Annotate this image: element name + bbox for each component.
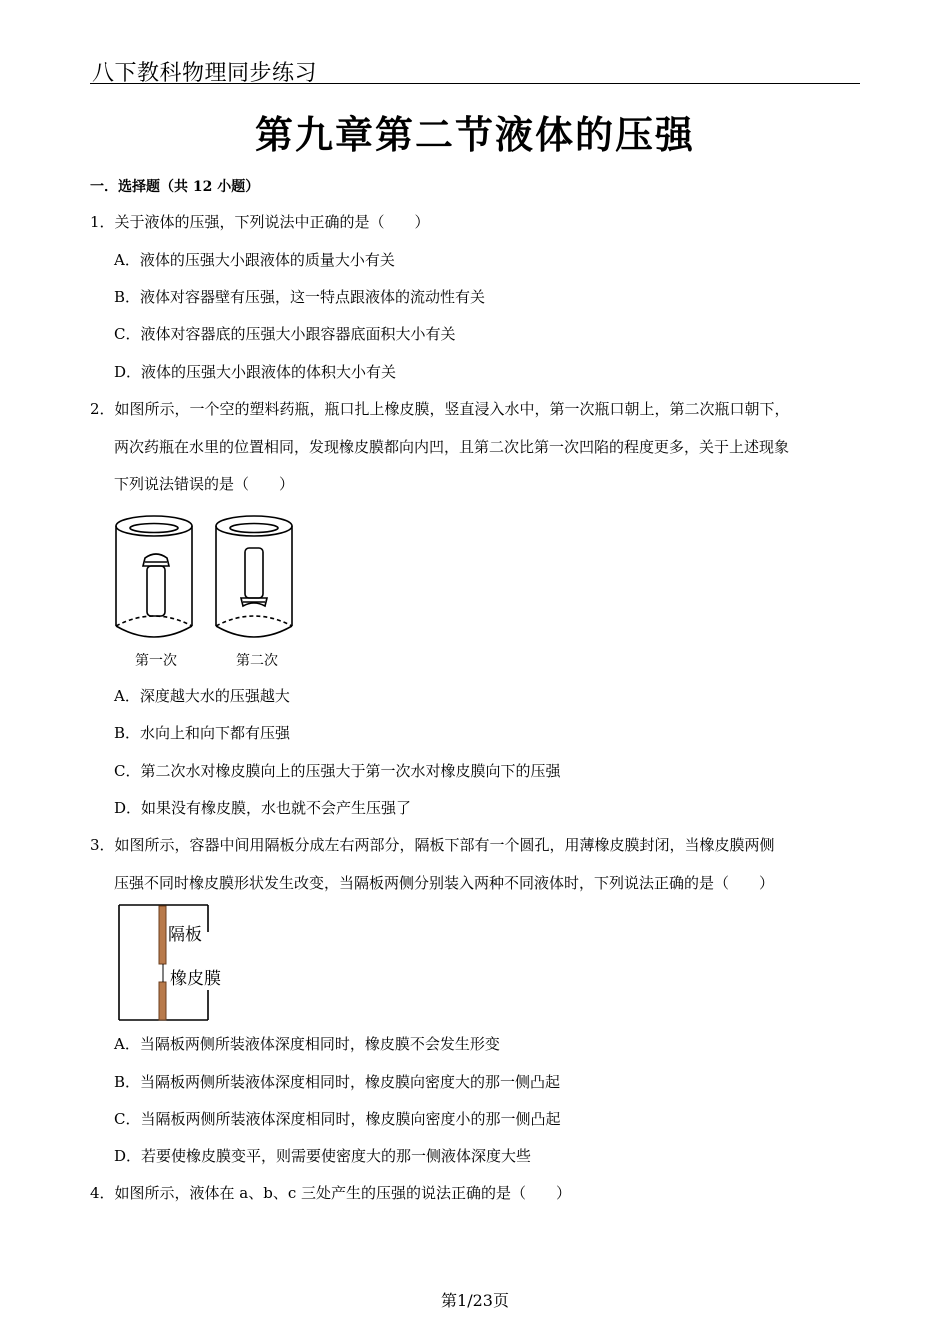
question-1-option-b: B．液体对容器壁有压强，这一特点跟液体的流动性有关 <box>114 288 486 306</box>
figure-label-first: 第一次 <box>135 653 177 669</box>
page-title: 第九章第二节液体的压强 <box>254 113 695 157</box>
question-3-option-b: B．当隔板两侧所装液体深度相同时，橡皮膜向密度大的那一侧凸起 <box>114 1073 561 1091</box>
question-1-option-c: C．液体对容器底的压强大小跟容器底面积大小有关 <box>114 325 456 343</box>
bottle-experiment-figure <box>112 508 308 672</box>
question-2-stem-line-1: 2．如图所示，一个空的塑料药瓶，瓶口扎上橡皮膜，竖直浸入水中，第一次瓶口朝上，第二次瓶口朝下， <box>90 400 790 418</box>
page-number: 第1/23页 <box>441 1291 509 1310</box>
question-1-option-d: D．液体的压强大小跟液体的体积大小有关 <box>114 363 397 381</box>
figure-label-membrane: 橡皮膜 <box>170 969 221 989</box>
figure-label-second: 第二次 <box>236 653 278 669</box>
header-title: 八下教科物理同步练习 <box>92 61 318 86</box>
question-3-stem-line-1: 3．如图所示，容器中间用隔板分成左右两部分，隔板下部有一个圆孔，用薄橡皮膜封闭，当橡皮膜两侧 <box>90 836 775 854</box>
question-2-stem-line-2: 两次药瓶在水里的位置相同，发现橡皮膜都向内凹，且第二次比第一次凹陷的程度更多，关于上述现象 <box>114 438 790 456</box>
question-2-option-a: A．深度越大水的压强越大 <box>114 687 290 705</box>
question-2-option-c: C．第二次水对橡皮膜向上的压强大于第一次水对橡皮膜向下的压强 <box>114 762 561 780</box>
question-2-stem-line-3: 下列说法错误的是（ ） <box>114 475 295 493</box>
figure-label-partition: 隔板 <box>168 925 202 945</box>
question-1-option-a: A．液体的压强大小跟液体的质量大小有关 <box>114 251 395 269</box>
question-3-option-c: C．当隔板两侧所装液体深度相同时，橡皮膜向密度小的那一侧凸起 <box>114 1110 561 1128</box>
header-divider <box>90 83 860 84</box>
question-4-stem: 4．如图所示，液体在 a、b、c 三处产生的压强的说法正确的是（ ） <box>90 1184 572 1202</box>
section-heading: 一．选择题（共 12 小题） <box>90 179 260 195</box>
question-3-option-d: D．若要使橡皮膜变平，则需要使密度大的那一侧液体深度大些 <box>114 1147 532 1165</box>
bottle-experiment-diagram <box>112 508 308 672</box>
question-1-stem: 1．关于液体的压强，下列说法中正确的是（ ） <box>90 213 430 231</box>
question-2-option-b: B．水向上和向下都有压强 <box>114 724 291 742</box>
question-3-option-a: A．当隔板两侧所装液体深度相同时，橡皮膜不会发生形变 <box>114 1035 500 1053</box>
question-2-option-d: D．如果没有橡皮膜，水也就不会产生压强了 <box>114 799 412 817</box>
question-3-stem-line-2: 压强不同时橡皮膜形状发生改变，当隔板两侧分别装入两种不同液体时，下列说法正确的是（ ） <box>114 874 775 892</box>
